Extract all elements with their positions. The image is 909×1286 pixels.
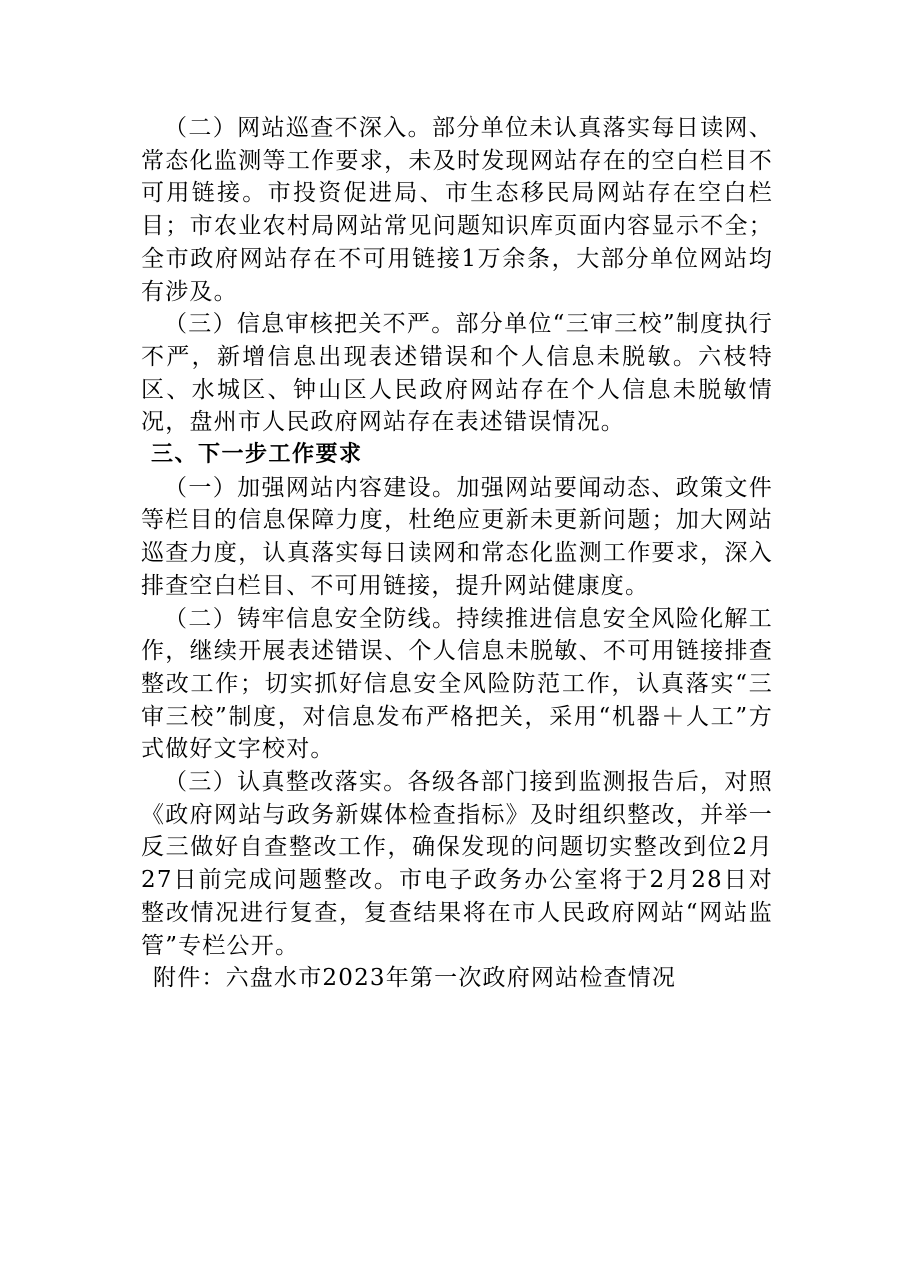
paragraph-rectification: （三）认真整改落实。各级各部门接到监测报告后，对照《政府网站与政务新媒体检查指标》及时组织整改，并举一反三做好自查整改工作，确保发现的问题切实整改到位2月27日前完成问题整改。市电子政务办公室将于2月28日对整改情况进行复查，复查结果将在市人民政府网站“网站监管”专栏公开。 [141, 769, 773, 959]
paragraph-content-building: （一）加强网站内容建设。加强网站要闻动态、政策文件等栏目的信息保障力度，杜绝应更新未更新问题；加大网站巡查力度，认真落实每日读网和常态化监测工作要求，深入排查空白栏目、不可用链接，提升网站健康度。 [141, 474, 773, 599]
document-page [141, 112, 773, 995]
paragraph-security-defense: （二）铸牢信息安全防线。持续推进信息安全风险化解工作，继续开展表述错误、个人信息未脱敏、不可用链接排查整改工作；切实抓好信息安全风险防范工作，认真落实“三审三校”制度，对信息发布严格把关，采用“机器＋人工”方式做好文字校对。 [141, 605, 773, 763]
paragraph-website-inspection: （二）网站巡查不深入。部分单位未认真落实每日读网、常态化监测等工作要求，未及时发现网站存在的空白栏目不可用链接。市投资促进局、市生态移民局网站存在空白栏目；市农业农村局网站常见问题知识库页面内容显示不全；全市政府网站存在不可用链接1万余条，大部分单位网站均有涉及。 [141, 115, 773, 305]
section-heading-next-steps: 三、下一步工作要求 [151, 442, 363, 468]
attachment-line: 附件：六盘水市2023年第一次政府网站检查情况 [153, 965, 677, 992]
paragraph-info-review: （三）信息审核把关不严。部分单位“三审三校”制度执行不严，新增信息出现表述错误和个人信息未脱敏。六枝特区、水城区、钟山区人民政府网站存在个人信息未脱敏情况，盘州市人民政府网站存在表述错误情况。 [141, 311, 773, 436]
